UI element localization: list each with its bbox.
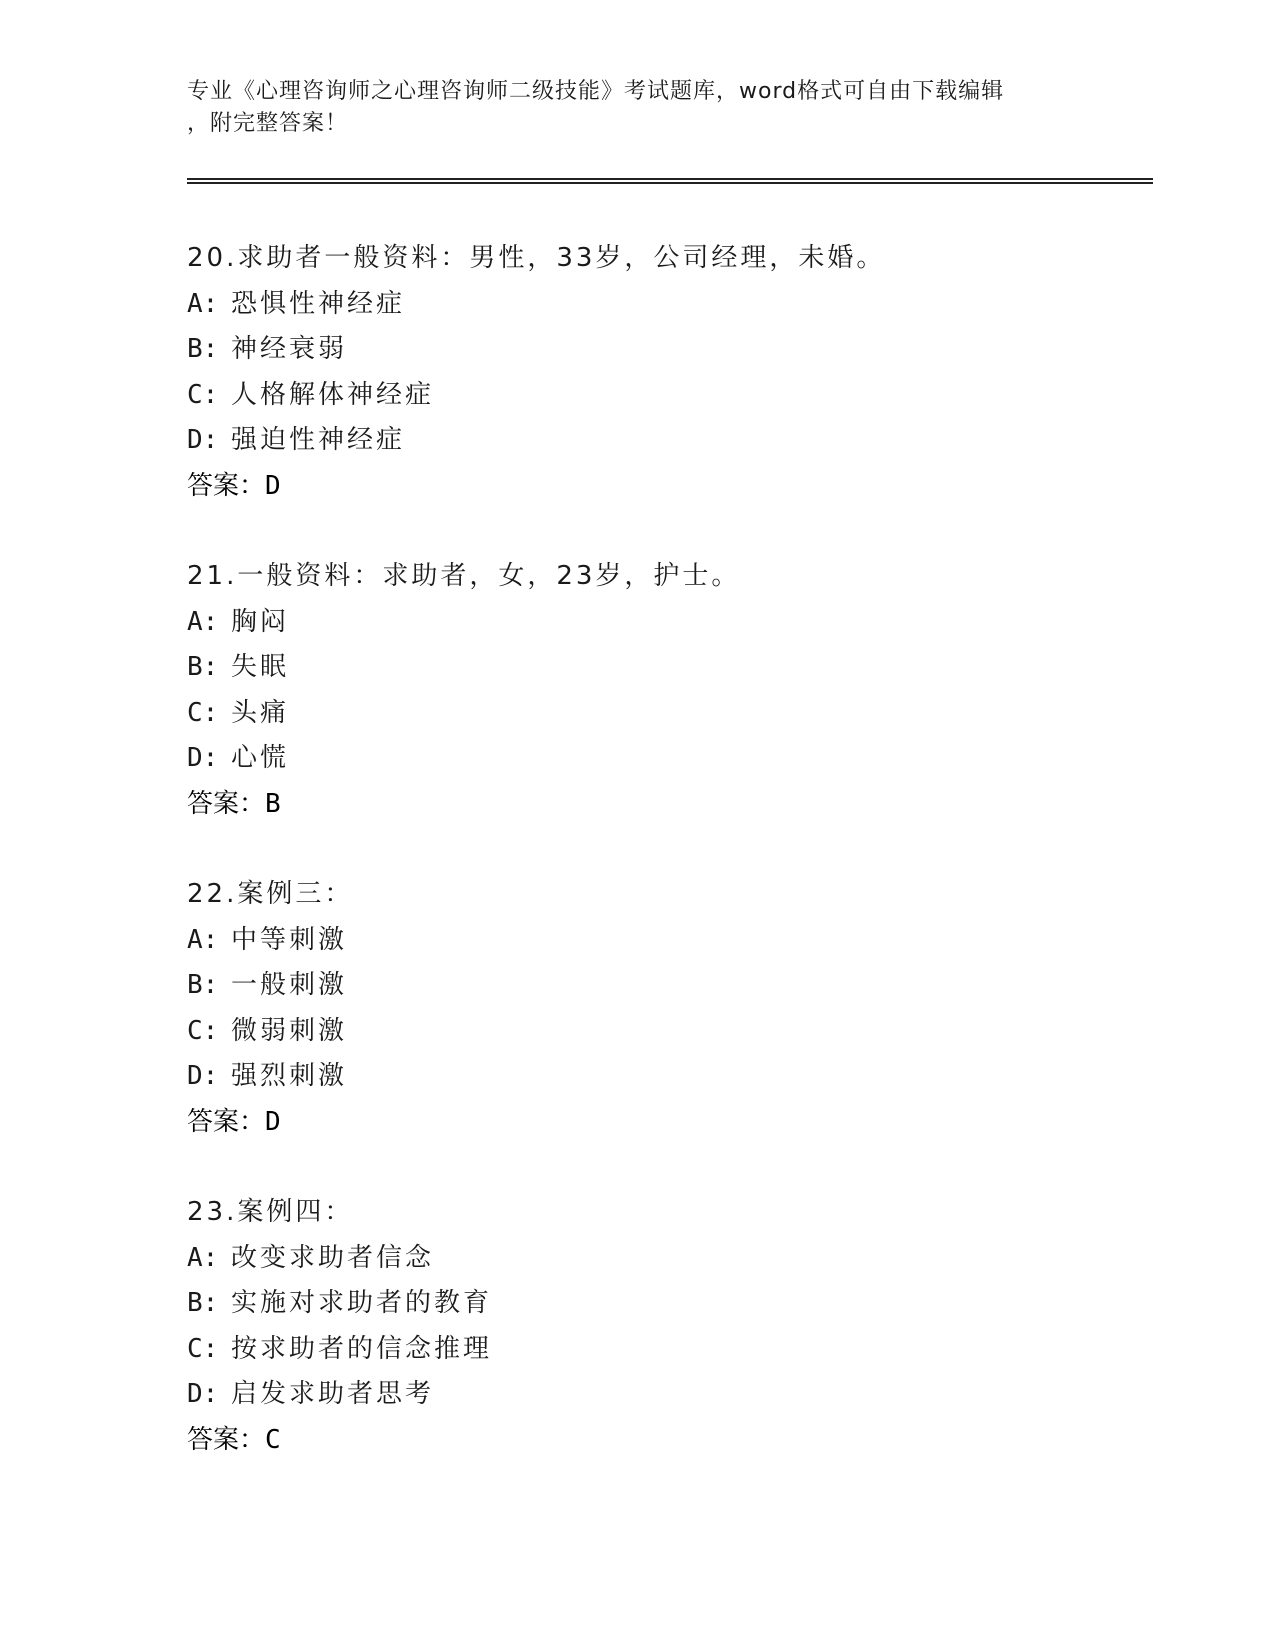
option-text: 胸闷 [231, 606, 290, 637]
option-key: C: [187, 697, 219, 728]
question-item [187, 872, 1147, 1190]
option-c [187, 1327, 1147, 1373]
answer-line [187, 1100, 1147, 1146]
header-line-1: 专业《心理咨询师之心理咨询师二级技能》考试题库，word格式可自由下载编辑 [187, 79, 1005, 104]
answer-label: 答案： [187, 470, 266, 501]
option-a [187, 918, 1147, 964]
option-text: 强迫性神经症 [231, 425, 406, 455]
answer-value: B [265, 788, 281, 819]
question-stem: 21.一般资料：求助者，女，23岁，护士。 [187, 561, 741, 591]
option-text: 头痛 [231, 697, 290, 728]
question-item [187, 1190, 1147, 1508]
option-text: 心慌 [231, 743, 290, 773]
answer-label: 答案： [187, 788, 266, 819]
answer-line [187, 464, 1147, 510]
option-key: A: [187, 288, 219, 319]
answer-label: 答案： [187, 1106, 266, 1137]
option-a [187, 1236, 1147, 1282]
option-b [187, 645, 1147, 691]
answer-value: D [265, 1106, 281, 1137]
option-a [187, 282, 1147, 328]
answer-label: 答案： [187, 1424, 266, 1455]
option-text: 失眠 [231, 652, 290, 682]
question-stem: 20.求助者一般资料：男性，33岁，公司经理，未婚。 [187, 243, 886, 273]
option-text: 强烈刺激 [231, 1061, 348, 1091]
question-item [187, 554, 1147, 872]
header-divider [187, 178, 1153, 184]
option-d [187, 418, 1147, 464]
option-key: A: [187, 606, 219, 637]
option-key: C: [187, 379, 219, 410]
option-text: 人格解体神经症 [231, 379, 435, 410]
document-header [187, 76, 1087, 140]
answer-line [187, 782, 1147, 828]
option-key: B: [187, 970, 219, 1000]
option-d [187, 1054, 1147, 1100]
answer-value: C [265, 1424, 281, 1455]
question-list [187, 236, 1147, 1508]
option-b [187, 327, 1147, 373]
question-item [187, 236, 1147, 554]
option-c [187, 691, 1147, 737]
option-key: C: [187, 1015, 219, 1046]
answer-line [187, 1418, 1147, 1464]
option-a [187, 600, 1147, 646]
option-d [187, 1372, 1147, 1418]
question-stem: 23.案例四： [187, 1197, 354, 1227]
option-d [187, 736, 1147, 782]
option-text: 一般刺激 [231, 970, 348, 1000]
option-key: B: [187, 652, 219, 682]
answer-value: D [265, 470, 281, 501]
divider-rule-top [187, 178, 1153, 180]
option-text: 微弱刺激 [231, 1015, 348, 1046]
option-key: A: [187, 924, 219, 955]
option-text: 恐惧性神经症 [231, 288, 406, 319]
question-stem: 22.案例三： [187, 879, 354, 909]
option-key: D: [187, 425, 219, 455]
option-text: 启发求助者思考 [231, 1379, 435, 1409]
option-key: D: [187, 1061, 219, 1091]
option-key: B: [187, 334, 219, 364]
header-line-2: ，附完整答案！ [187, 111, 349, 136]
option-key: D: [187, 743, 219, 773]
option-key: D: [187, 1379, 219, 1409]
option-text: 中等刺激 [231, 924, 348, 955]
option-key: C: [187, 1333, 219, 1364]
option-b [187, 1281, 1147, 1327]
option-key: A: [187, 1242, 219, 1273]
option-key: B: [187, 1288, 219, 1318]
option-b [187, 963, 1147, 1009]
option-c [187, 373, 1147, 419]
option-text: 按求助者的信念推理 [231, 1333, 493, 1364]
option-text: 神经衰弱 [231, 334, 348, 364]
option-text: 改变求助者信念 [231, 1242, 435, 1273]
option-c [187, 1009, 1147, 1055]
option-text: 实施对求助者的教育 [231, 1288, 493, 1318]
divider-rule-bottom [187, 182, 1153, 184]
